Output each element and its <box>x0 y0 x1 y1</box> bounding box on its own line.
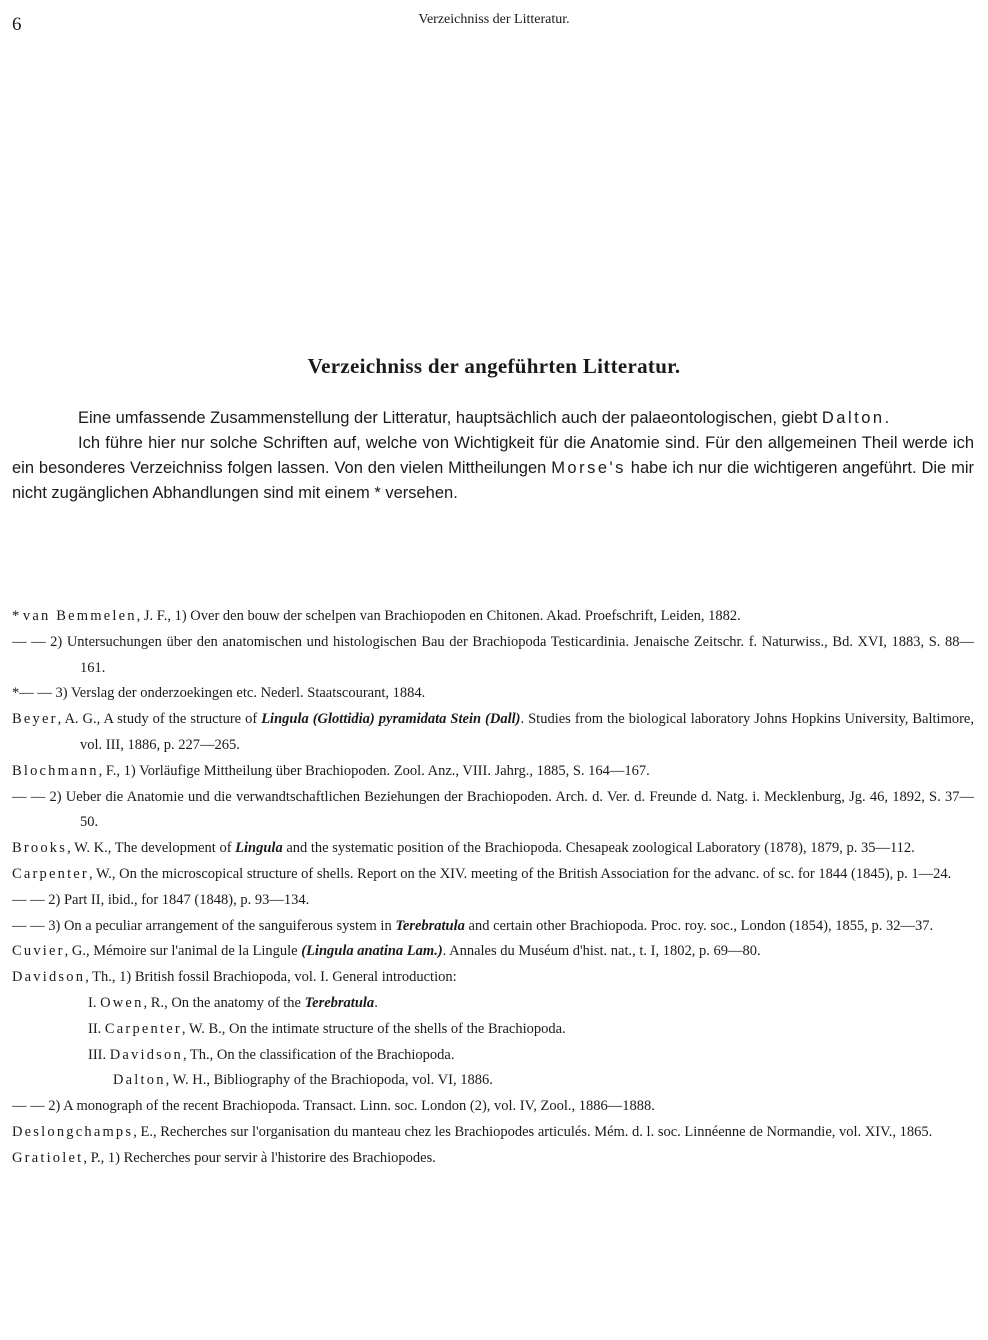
bib-italic-taxon: (Lingula anatina Lam.) <box>301 943 443 960</box>
section-title: Verzeichniss der angeführten Litteratur. <box>307 354 681 378</box>
bib-text: — — 2) Untersuchungen über den anatomischen und histologischen Bau der Brachiopoda Testicardinia. Jenaische Zeitschr. f. Naturwiss., Bd. XVI, 1883, S. 88—161. <box>12 633 974 676</box>
intro-p1-end: . <box>884 409 890 427</box>
bib-text: , G., Mémoire sur l'animal de la Lingule <box>64 943 302 960</box>
bib-author: Dalton <box>113 1072 166 1089</box>
bib-author: Gratiolet <box>12 1149 84 1166</box>
bib-text: — — 3) On a peculiar arrangement of the sanguiferous system in <box>12 917 396 934</box>
bib-entry-carpenter-3 <box>12 914 974 940</box>
running-head: Verzeichniss der Litteratur. <box>418 12 570 27</box>
bib-text: — — 2) Part II, ibid., for 1847 (1848), p. 93—134. <box>12 891 310 908</box>
bib-sub-number: III. <box>88 1046 110 1063</box>
bib-text: . Annales du Muséum d'hist. nat., t. I, 1802, p. 69—80. <box>442 943 761 960</box>
bib-author: Brooks <box>12 840 68 857</box>
bib-author: van Bemmelen <box>22 608 137 624</box>
bib-text: , W. K., The development of <box>67 840 236 857</box>
bib-author: Beyer <box>12 711 58 728</box>
intro-paragraph-2 <box>12 431 974 506</box>
bibliography <box>12 604 974 1172</box>
bib-text: — — 2) A monograph of the recent Brachiopoda. Transact. Linn. soc. London (2), vol. IV, Zool., 1886—1888. <box>12 1098 655 1115</box>
bib-italic-taxon: Lingula (Glottidia) pyramidata Stein (Dall) <box>261 711 521 728</box>
bib-text: , A. G., A study of the structure of <box>57 711 262 728</box>
bib-subentry-davidson <box>12 1043 974 1069</box>
intro-p2-name: Morse's <box>551 459 626 477</box>
bib-text: . Studies from the biological laboratory Johns Hopkins University, Baltimore, vol. III, 1886, p. 227—265. <box>80 711 974 753</box>
bib-text: , W. B., On the intimate structure of the shells of the Brachiopoda. <box>181 1020 566 1037</box>
bib-subentry-owen <box>12 991 974 1017</box>
bib-italic-taxon: Lingula <box>235 840 283 857</box>
bib-text: , F., 1) Vorläufige Mittheilung über Brachiopoden. Zool. Anz., VIII. Jahrg., 1885, S. 164—167. <box>98 762 650 779</box>
bib-text: , W. H., Bibliography of the Brachiopoda, vol. VI, 1886. <box>165 1072 493 1089</box>
bib-author: Davidson <box>109 1046 183 1063</box>
bib-sub-number: I. <box>88 994 101 1011</box>
bib-entry-beyer <box>12 707 974 759</box>
bib-subentry-dalton <box>12 1068 974 1094</box>
bib-entry-brooks <box>12 836 974 862</box>
bib-author: Cuvier <box>12 943 65 960</box>
intro-p1-text: Eine umfassende Zusammenstellung der Litteratur, hauptsächlich auch der palaeontologischen, giebt <box>78 409 822 427</box>
intro-text <box>12 406 974 506</box>
intro-p2-end: habe ich nur die wichtigeren angeführt. Die mir nicht zugänglichen Abhandlungen sind mit einem * versehen. <box>12 459 974 502</box>
bib-text: , R., On the anatomy of the <box>143 994 305 1011</box>
bib-text: , P., 1) Recherches pour servir à l'historire des Brachiopodes. <box>83 1149 436 1166</box>
bib-entry-blochmann-2 <box>12 785 974 837</box>
bib-prefix: * <box>12 608 23 624</box>
bib-entry-davidson-1 <box>12 965 974 991</box>
bib-author: Owen <box>100 994 144 1011</box>
bib-author: Davidson <box>12 969 86 986</box>
intro-p2-start: Ich führe hier nur solche Schriften auf, welche von Wichtigkeit für die Anatomie sind. Für den allgemeinen Theil werde ich ein besonderes Verzeichniss folgen lassen. Von den vielen Mittheilungen <box>12 434 974 477</box>
intro-p1-name: Dalton <box>821 409 885 427</box>
bib-text: . <box>374 994 378 1011</box>
bib-italic-taxon: Terebratula <box>395 917 465 934</box>
bib-entry-carpenter-2 <box>12 888 974 914</box>
bib-entry-van-bemmelen-2 <box>12 630 974 682</box>
bib-italic-taxon: Terebratula <box>304 994 375 1011</box>
bib-text: , W., On the microscopical structure of shells. Report on the XIV. meeting of the British Association for the advanc. of sc. for 1844 (1845), p. 1—24. <box>88 865 952 882</box>
page-number: 6 <box>12 14 22 35</box>
bib-text: — — 2) Ueber die Anatomie und die verwandtschaftlichen Beziehungen der Brachiopoden. Arch. d. Ver. d. Freunde d. Natg. i. Mecklenburg, Jg. 46, 1892, S. 37—50. <box>12 788 974 831</box>
bib-entry-van-bemmelen-3 <box>12 681 974 707</box>
bib-text: and certain other Brachiopoda. Proc. roy. soc., London (1854), 1855, p. 32—37. <box>464 917 934 934</box>
bib-entry-cuvier <box>12 939 974 965</box>
bib-text: , Th., On the classification of the Brachiopoda. <box>182 1046 455 1063</box>
bib-text: , J. F., 1) Over den bouw der schelpen van Brachiopoden en Chitonen. Akad. Proefschrift, Leiden, 1882. <box>136 608 741 624</box>
bib-text: and the systematic position of the Brachiopoda. Chesapeak zoological Laboratory (1878), 1879, p. 35—112. <box>282 840 915 857</box>
bib-author: Blochmann <box>12 762 99 779</box>
bib-author: Deslongchamps <box>12 1123 134 1140</box>
bib-entry-van-bemmelen-1 <box>12 604 974 630</box>
bib-entry-gratiolet-1 <box>12 1146 974 1172</box>
bib-author: Carpenter <box>12 865 89 882</box>
bib-sub-number: II. <box>88 1020 105 1037</box>
bib-entry-davidson-2 <box>12 1094 974 1120</box>
bib-entry-blochmann-1 <box>12 759 974 785</box>
bib-text: *— — 3) Verslag der onderzoekingen etc. Nederl. Staatscourant, 1884. <box>12 685 426 702</box>
bib-text: , E., Recherches sur l'organisation du manteau chez les Brachiopodes articulés. Mém. d. l. soc. Linnéenne de Normandie, vol. XIV., 1865. <box>133 1123 933 1140</box>
bib-subentry-carpenter <box>12 1017 974 1043</box>
bib-entry-deslongchamps <box>12 1120 974 1146</box>
intro-paragraph-1 <box>12 406 974 431</box>
bib-entry-carpenter-1 <box>12 862 974 888</box>
bib-text: , Th., 1) British fossil Brachiopoda, vol. I. General introduction: <box>85 969 457 986</box>
bib-author: Carpenter <box>104 1020 182 1037</box>
